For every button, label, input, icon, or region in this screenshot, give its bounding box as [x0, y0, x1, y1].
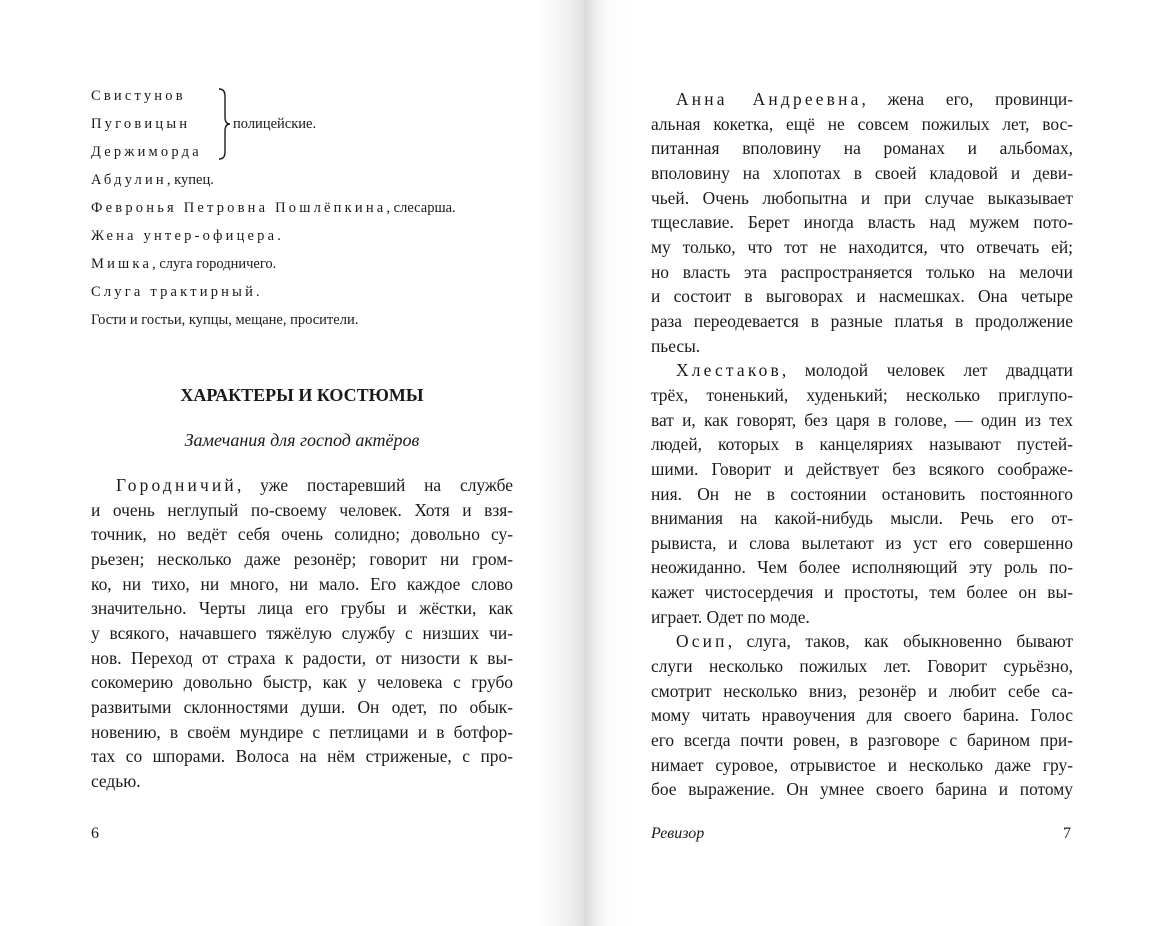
paragraph-khlestakov — [651, 358, 1073, 629]
text-line: чьей. Очень любопытна и при случае выказывает — [651, 187, 1073, 208]
paragraph-gorodnichiy — [91, 473, 513, 794]
page-number-left: 6 — [91, 825, 99, 842]
cast-entry-derzhimorda: Держиморда — [91, 144, 202, 160]
text-line: слуги несколько пожилых лет. Говорит сурьёзно, — [651, 656, 1073, 677]
text-line: значительно. Черты лица его грубы и жёстки, как — [91, 598, 513, 619]
text-line: ват и, как говорят, без царя в голове, — один из тех — [651, 409, 1073, 430]
cast-entry-mishka: Мишка, слуга городничего. — [91, 256, 277, 272]
cast-entry-pugovitsyn: Пуговицын — [91, 116, 191, 132]
text-line: сокомерию довольно быстр, как у человека с грубо — [91, 672, 513, 693]
text-line: неожиданно. Чем более исполняющий эту роль по- — [651, 557, 1073, 578]
text-line: ния. Он не в состоянии остановить постоянного — [651, 483, 1073, 504]
text-line: пьесы. — [651, 335, 701, 356]
text-line: шими. Говорит и действует без всякого соображе- — [651, 458, 1073, 479]
paragraph-anna-andreevna — [651, 87, 1073, 358]
text-line: у всякого, начавшего тяжёлую службу с низших чи- — [91, 622, 513, 643]
running-header-title: Ревизор — [651, 825, 705, 842]
right-brace-icon — [217, 88, 231, 160]
text-line: тщеславие. Берет иногда власть над мужем пото- — [651, 212, 1073, 233]
right-page-text — [651, 87, 1073, 802]
text-line: но власть эта распространяется только на мелочи — [651, 261, 1073, 282]
text-line: рьезен; несколько даже резонёр; говорит ни гром- — [91, 548, 513, 569]
text-line: вполовину на хлопотах в своей кладовой и деви- — [651, 162, 1073, 183]
text-line: му только, что тот не находится, что отвечать ей; — [651, 236, 1073, 257]
text-line: рывиста, и слова вылетают из уст его совершенно — [651, 532, 1073, 553]
text-line: кажет чистосердечия и простоты, тем более он вы- — [651, 582, 1073, 603]
cast-entry-svistunov: Свистунов — [91, 88, 186, 104]
policemen-label: полицейские. — [233, 116, 317, 132]
text-line: его всегда почти ровен, в разговоре с барином при- — [651, 730, 1073, 751]
cast-entry-tavern-servant: Слуга трактирный. — [91, 284, 260, 300]
text-line: седью. — [91, 770, 141, 791]
cast-entry-poshlepkina: Февронья Петровна Пошлёпкина, слесарша. — [91, 200, 456, 216]
paragraph-osip — [651, 629, 1073, 802]
text-line: нов. Переход от страха к радости, от низости к вы- — [91, 647, 513, 668]
text-line: новению, в своём мундире с петлицами и в ботфор- — [91, 721, 513, 742]
text-line: бое выражение. Он умнее своего барина и потому — [651, 779, 1073, 800]
section-heading: ХАРАКТЕРЫ И КОСТЮМЫ — [180, 385, 424, 405]
text-line: питанная вполовину на романах и альбомах, — [651, 138, 1073, 159]
section-subheading: Замечания для господ актёров — [184, 430, 420, 450]
text-line: развитыми склонностями души. Он одет, по обык- — [91, 696, 513, 717]
page-number-right: 7 — [1063, 825, 1071, 842]
text-line: нимает суровое, отрывистое и несколько даже гру- — [651, 754, 1073, 775]
text-line: и очень неглупый по-своему человек. Хотя и взя- — [91, 499, 513, 520]
cast-entry-guests: Гости и гостьи, купцы, мещане, просители. — [91, 312, 359, 328]
text-line: играет. Одет по моде. — [651, 606, 810, 627]
text-line: Анна Андреевна, жена его, провинци- — [676, 89, 1073, 109]
text-line: тах со шпорами. Волоса на нём стриженые, с про- — [91, 746, 513, 767]
text-line: Хлестаков, молодой человек лет двадцати — [676, 360, 1073, 381]
text-line: раза переодевается в разные платья в продолжение — [651, 310, 1073, 331]
cast-entry-unter-officer-wife: Жена унтер-офицера. — [91, 228, 281, 244]
text-line: внимания на какой-нибудь мысли. Речь его от- — [651, 508, 1073, 529]
text-line: людей, которых в канцеляриях называют пустей- — [651, 434, 1073, 455]
text-line: и состоит в выговорах и насмешках. Она четыре — [651, 286, 1073, 307]
text-line: альная кокетка, ещё не совсем пожилых лет, вос- — [651, 113, 1073, 134]
text-line: ко, ни тихо, ни много, ни мало. Его каждое слово — [91, 573, 513, 594]
text-line: мому читать нравоучения для своего барина. Голос — [651, 705, 1073, 726]
text-line: точник, но ведёт себя очень солидно; довольно су- — [91, 524, 513, 545]
cast-entry-abdulin: Абдулин, купец. — [91, 172, 214, 188]
text-line: трёх, тоненький, худенький; несколько приглупо- — [651, 384, 1073, 405]
text-line: Осип, слуга, таков, как обыкновенно бывают — [676, 631, 1073, 652]
text-line: смотрит несколько вниз, резонёр и любит себе са- — [651, 680, 1073, 701]
text-line: Городничий, уже постаревший на службе — [116, 475, 513, 495]
